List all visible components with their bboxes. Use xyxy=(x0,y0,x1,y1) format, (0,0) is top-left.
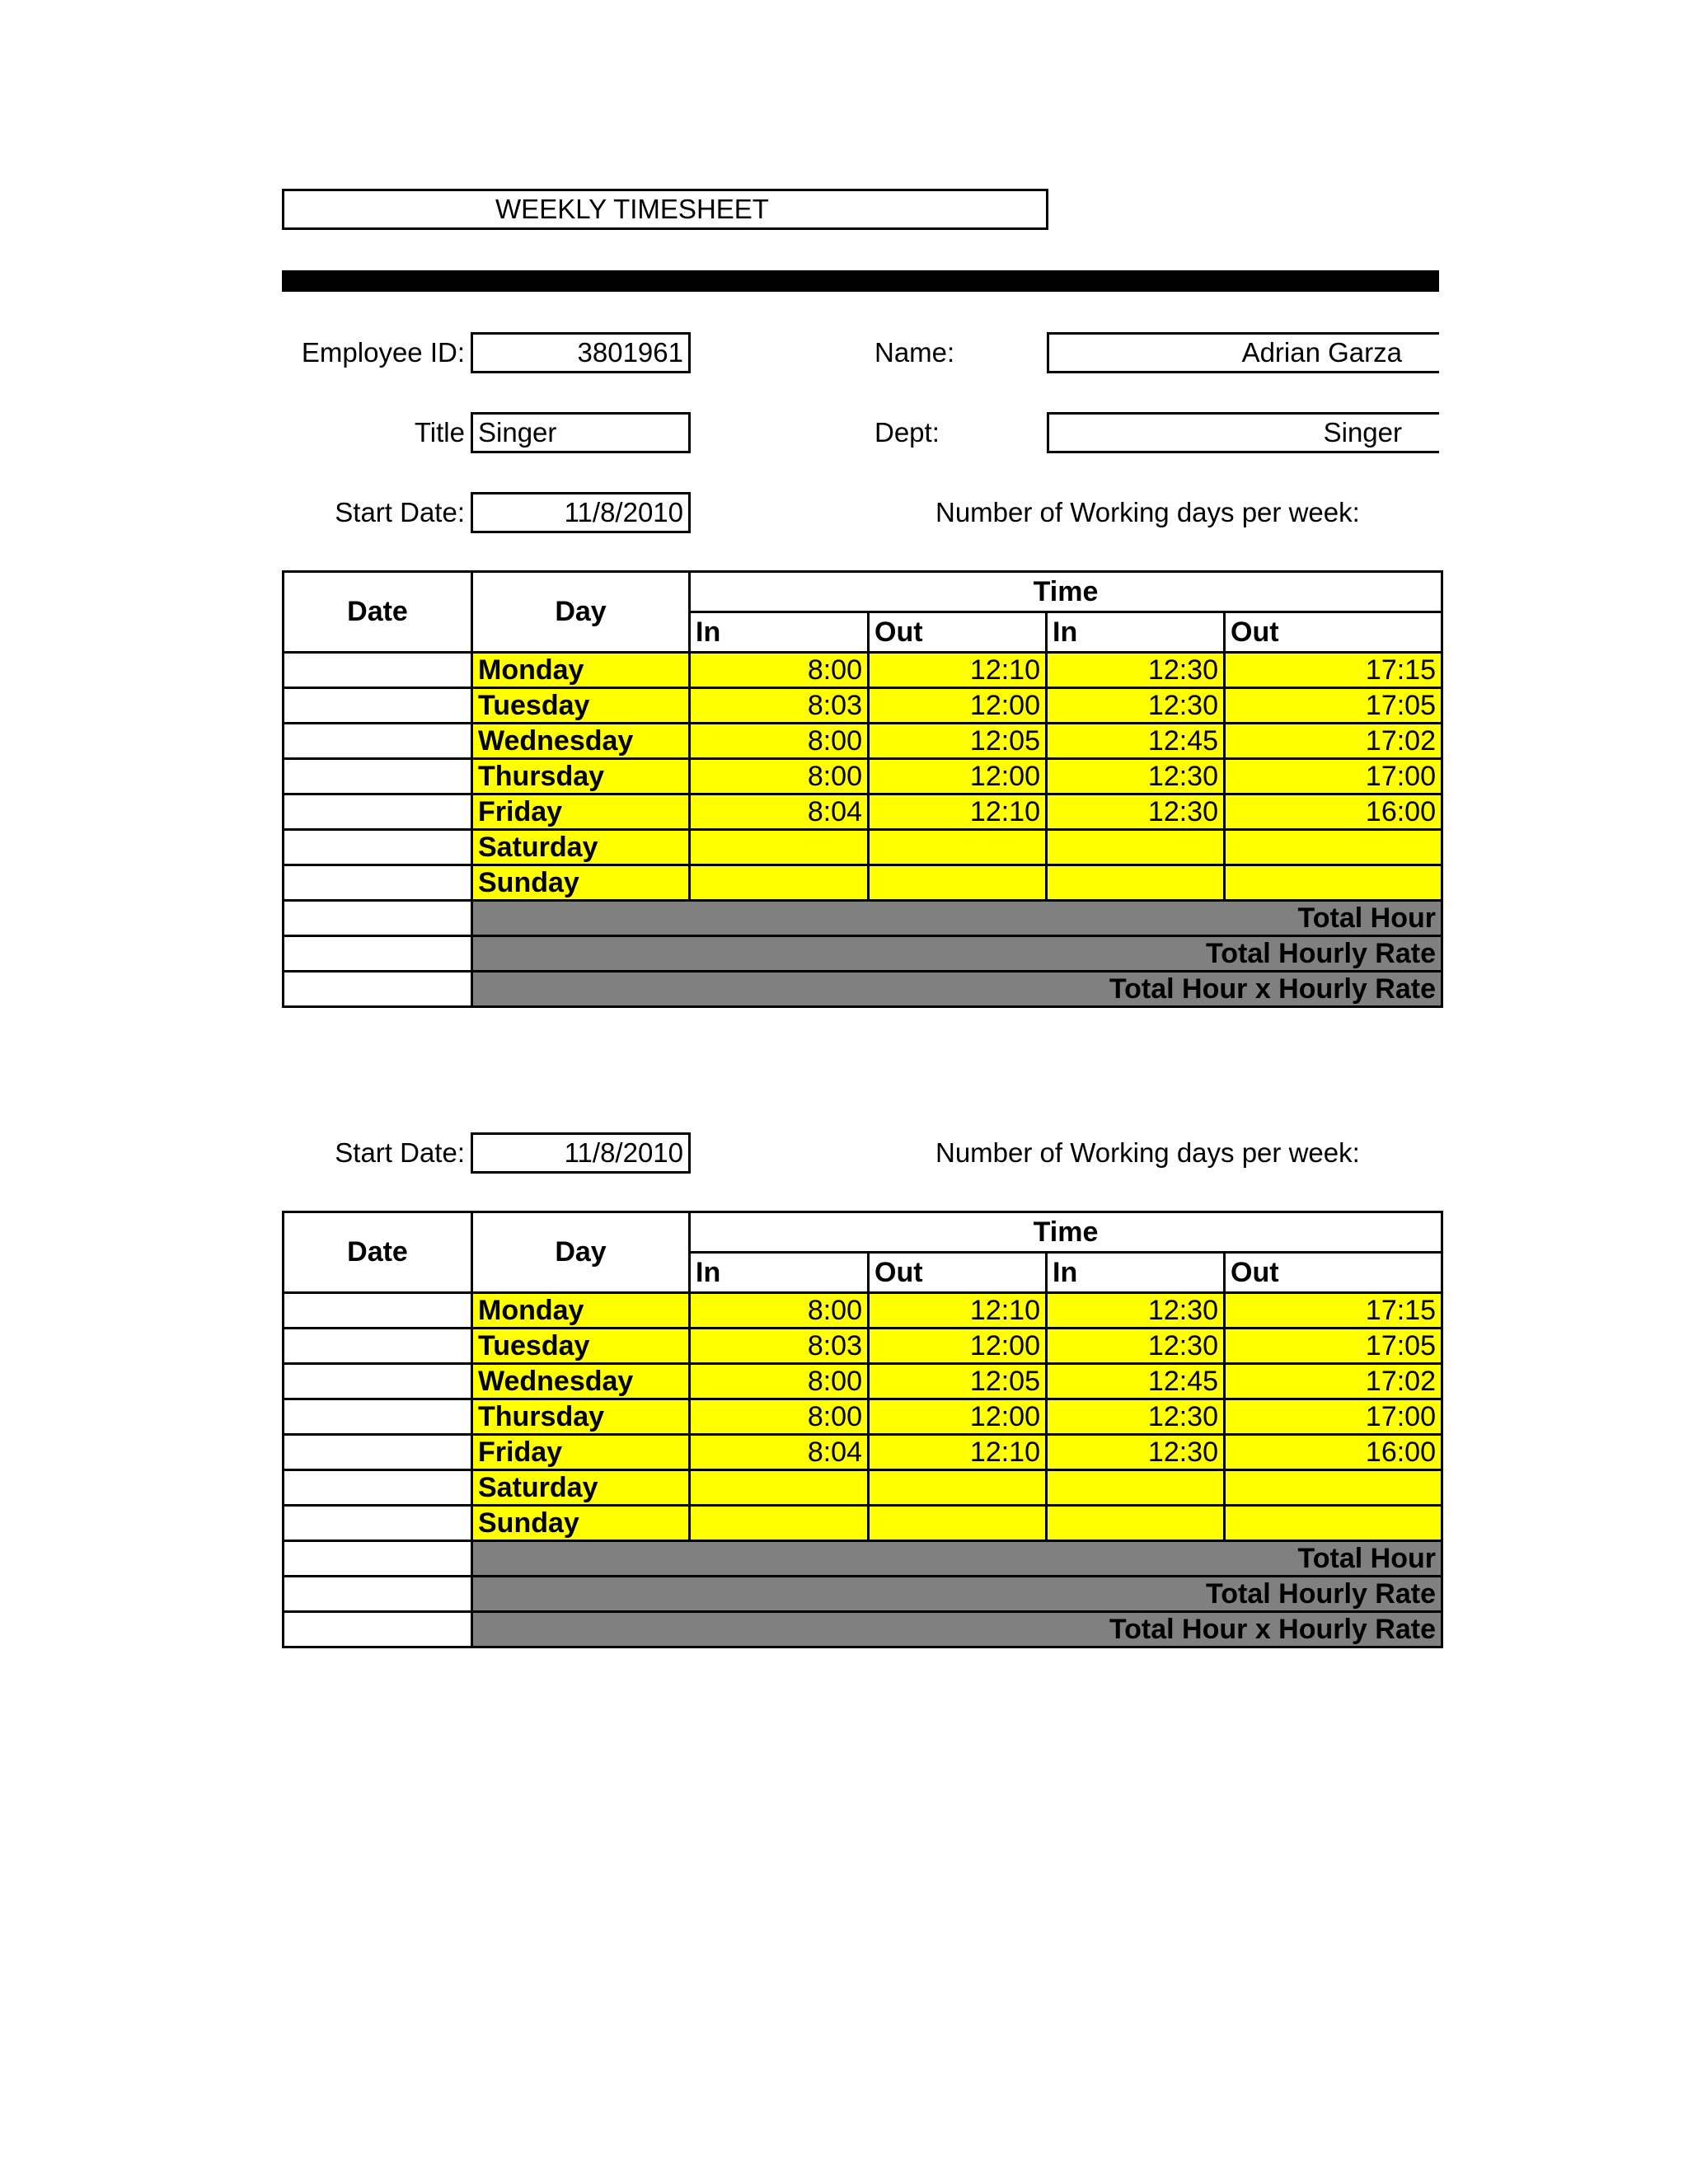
col-header-out-1: Out xyxy=(869,1253,1047,1293)
employee-id-field[interactable]: 3801961 xyxy=(471,332,691,373)
total-value-cell[interactable] xyxy=(284,901,472,936)
date-cell[interactable] xyxy=(284,1470,472,1506)
date-cell[interactable] xyxy=(284,830,472,865)
table-row xyxy=(284,1364,1442,1399)
timesheet-table-week-1 xyxy=(282,570,1443,1008)
time-out-2-cell[interactable]: 16:00 xyxy=(1225,1435,1442,1470)
time-out-2-cell[interactable] xyxy=(1225,1470,1442,1506)
time-in-1-cell[interactable]: 8:00 xyxy=(690,653,869,688)
total-row xyxy=(284,1612,1442,1647)
time-out-2-cell[interactable]: 17:00 xyxy=(1225,1399,1442,1435)
time-out-1-cell[interactable] xyxy=(869,1470,1047,1506)
time-in-2-cell[interactable]: 12:30 xyxy=(1047,1399,1225,1435)
day-cell[interactable]: Tuesday xyxy=(472,688,690,724)
time-in-2-cell[interactable] xyxy=(1047,1506,1225,1541)
header-divider-bar xyxy=(282,270,1439,292)
time-in-2-cell[interactable] xyxy=(1047,865,1225,901)
table-row xyxy=(284,1470,1442,1506)
total-row xyxy=(284,972,1442,1007)
col-header-date: Date xyxy=(284,572,472,653)
date-cell[interactable] xyxy=(284,653,472,688)
time-in-2-cell[interactable]: 12:30 xyxy=(1047,1293,1225,1329)
timesheet-title: WEEKLY TIMESHEET xyxy=(282,189,1048,230)
time-out-2-cell[interactable] xyxy=(1225,1506,1442,1541)
total-row xyxy=(284,901,1442,936)
time-out-1-cell[interactable]: 12:10 xyxy=(869,794,1047,830)
col-header-day: Day xyxy=(472,1212,690,1293)
time-out-1-cell[interactable]: 12:00 xyxy=(869,1329,1047,1364)
day-cell[interactable]: Wednesday xyxy=(472,1364,690,1399)
col-header-time: Time xyxy=(690,572,1442,612)
day-cell[interactable]: Friday xyxy=(472,1435,690,1470)
name-field[interactable]: Adrian Garza xyxy=(1047,332,1439,373)
day-cell[interactable]: Monday xyxy=(472,653,690,688)
day-cell[interactable]: Thursday xyxy=(472,1399,690,1435)
time-in-1-cell[interactable]: 8:00 xyxy=(690,1399,869,1435)
time-out-1-cell[interactable]: 12:05 xyxy=(869,724,1047,759)
table-row xyxy=(284,865,1442,901)
time-out-2-cell[interactable]: 17:02 xyxy=(1225,1364,1442,1399)
time-out-2-cell[interactable]: 17:05 xyxy=(1225,1329,1442,1364)
time-in-2-cell[interactable] xyxy=(1047,1470,1225,1506)
time-in-1-cell[interactable] xyxy=(690,1470,869,1506)
table-row xyxy=(284,794,1442,830)
time-in-1-cell[interactable] xyxy=(690,830,869,865)
start-date-field[interactable]: 11/8/2010 xyxy=(471,492,691,533)
time-out-1-cell[interactable]: 12:10 xyxy=(869,1293,1047,1329)
timesheet-table-week-2 xyxy=(282,1211,1443,1648)
col-header-in-1: In xyxy=(690,1253,869,1293)
day-cell[interactable]: Saturday xyxy=(472,830,690,865)
date-cell[interactable] xyxy=(284,1506,472,1541)
day-cell[interactable]: Sunday xyxy=(472,1506,690,1541)
time-out-2-cell[interactable]: 16:00 xyxy=(1225,794,1442,830)
time-out-1-cell[interactable] xyxy=(869,830,1047,865)
title-field[interactable]: Singer xyxy=(471,412,691,453)
total-label: Total Hour xyxy=(472,1541,1442,1577)
col-header-in-2: In xyxy=(1047,1253,1225,1293)
date-cell[interactable] xyxy=(284,724,472,759)
time-in-1-cell[interactable]: 8:04 xyxy=(690,1435,869,1470)
name-label: Name: xyxy=(874,337,955,368)
time-out-1-cell[interactable]: 12:10 xyxy=(869,1435,1047,1470)
time-out-1-cell[interactable]: 12:00 xyxy=(869,1399,1047,1435)
time-out-2-cell[interactable]: 17:05 xyxy=(1225,688,1442,724)
time-in-2-cell[interactable]: 12:30 xyxy=(1047,688,1225,724)
table-row xyxy=(284,1329,1442,1364)
total-label: Total Hourly Rate xyxy=(472,936,1442,972)
table-row xyxy=(284,724,1442,759)
start-date-field[interactable]: 11/8/2010 xyxy=(471,1132,691,1174)
dept-field[interactable]: Singer xyxy=(1047,412,1439,453)
total-label: Total Hour xyxy=(472,901,1442,936)
table-row xyxy=(284,830,1442,865)
total-value-cell[interactable] xyxy=(284,1541,472,1577)
time-in-2-cell[interactable] xyxy=(1047,830,1225,865)
total-row xyxy=(284,1541,1442,1577)
total-value-cell[interactable] xyxy=(284,972,472,1007)
time-in-2-cell[interactable]: 12:30 xyxy=(1047,1329,1225,1364)
table-row xyxy=(284,1506,1442,1541)
time-in-1-cell[interactable]: 8:03 xyxy=(690,1329,869,1364)
time-out-1-cell[interactable]: 12:10 xyxy=(869,653,1047,688)
time-in-1-cell[interactable]: 8:00 xyxy=(690,759,869,794)
date-cell[interactable] xyxy=(284,1435,472,1470)
table-row xyxy=(284,1399,1442,1435)
table-row xyxy=(284,1293,1442,1329)
total-label: Total Hour x Hourly Rate xyxy=(472,1612,1442,1647)
col-header-in-1: In xyxy=(690,612,869,653)
total-label: Total Hourly Rate xyxy=(472,1577,1442,1612)
total-value-cell[interactable] xyxy=(284,1577,472,1612)
time-in-2-cell[interactable]: 12:30 xyxy=(1047,1435,1225,1470)
table-row xyxy=(284,759,1442,794)
time-in-1-cell[interactable]: 8:00 xyxy=(690,1364,869,1399)
time-in-2-cell[interactable]: 12:30 xyxy=(1047,794,1225,830)
col-header-day: Day xyxy=(472,572,690,653)
date-cell[interactable] xyxy=(284,1329,472,1364)
start-date-label: Start Date: xyxy=(335,497,465,527)
time-out-1-cell[interactable] xyxy=(869,1506,1047,1541)
start-date-label: Start Date: xyxy=(335,1137,465,1168)
date-cell[interactable] xyxy=(284,794,472,830)
col-header-out-1: Out xyxy=(869,612,1047,653)
date-cell[interactable] xyxy=(284,1364,472,1399)
title-label: Title xyxy=(414,417,465,448)
time-out-2-cell[interactable]: 17:15 xyxy=(1225,653,1442,688)
time-in-2-cell[interactable]: 12:30 xyxy=(1047,759,1225,794)
col-header-in-2: In xyxy=(1047,612,1225,653)
time-in-1-cell[interactable] xyxy=(690,1506,869,1541)
total-value-cell[interactable] xyxy=(284,936,472,972)
time-out-2-cell[interactable]: 17:00 xyxy=(1225,759,1442,794)
time-out-2-cell[interactable]: 17:02 xyxy=(1225,724,1442,759)
time-in-1-cell[interactable]: 8:04 xyxy=(690,794,869,830)
time-in-2-cell[interactable]: 12:45 xyxy=(1047,724,1225,759)
time-in-1-cell[interactable] xyxy=(690,865,869,901)
total-value-cell[interactable] xyxy=(284,1612,472,1647)
date-cell[interactable] xyxy=(284,688,472,724)
table-row xyxy=(284,688,1442,724)
day-cell[interactable]: Monday xyxy=(472,1293,690,1329)
date-cell[interactable] xyxy=(284,865,472,901)
time-in-1-cell[interactable]: 8:03 xyxy=(690,688,869,724)
table-row xyxy=(284,653,1442,688)
date-cell[interactable] xyxy=(284,1293,472,1329)
time-out-1-cell[interactable]: 12:05 xyxy=(869,1364,1047,1399)
time-in-1-cell[interactable]: 8:00 xyxy=(690,724,869,759)
day-cell[interactable]: Thursday xyxy=(472,759,690,794)
time-out-1-cell[interactable]: 12:00 xyxy=(869,759,1047,794)
day-cell[interactable]: Tuesday xyxy=(472,1329,690,1364)
time-out-2-cell[interactable] xyxy=(1225,865,1442,901)
total-row xyxy=(284,936,1442,972)
day-cell[interactable]: Friday xyxy=(472,794,690,830)
day-cell[interactable]: Sunday xyxy=(472,865,690,901)
col-header-out-2: Out xyxy=(1225,612,1442,653)
time-out-1-cell[interactable] xyxy=(869,865,1047,901)
date-cell[interactable] xyxy=(284,759,472,794)
working-days-label: Number of Working days per week: xyxy=(935,497,1360,527)
dept-label: Dept: xyxy=(874,417,940,448)
working-days-label: Number of Working days per week: xyxy=(935,1137,1360,1168)
day-cell[interactable]: Saturday xyxy=(472,1470,690,1506)
employee-id-label: Employee ID: xyxy=(301,337,465,368)
time-in-1-cell[interactable]: 8:00 xyxy=(690,1293,869,1329)
col-header-out-2: Out xyxy=(1225,1253,1442,1293)
total-row xyxy=(284,1577,1442,1612)
time-in-2-cell[interactable]: 12:30 xyxy=(1047,653,1225,688)
time-out-2-cell[interactable]: 17:15 xyxy=(1225,1293,1442,1329)
total-label: Total Hour x Hourly Rate xyxy=(472,972,1442,1007)
date-cell[interactable] xyxy=(284,1399,472,1435)
col-header-time: Time xyxy=(690,1212,1442,1253)
time-in-2-cell[interactable]: 12:45 xyxy=(1047,1364,1225,1399)
col-header-date: Date xyxy=(284,1212,472,1293)
time-out-1-cell[interactable]: 12:00 xyxy=(869,688,1047,724)
day-cell[interactable]: Wednesday xyxy=(472,724,690,759)
time-out-2-cell[interactable] xyxy=(1225,830,1442,865)
table-row xyxy=(284,1435,1442,1470)
